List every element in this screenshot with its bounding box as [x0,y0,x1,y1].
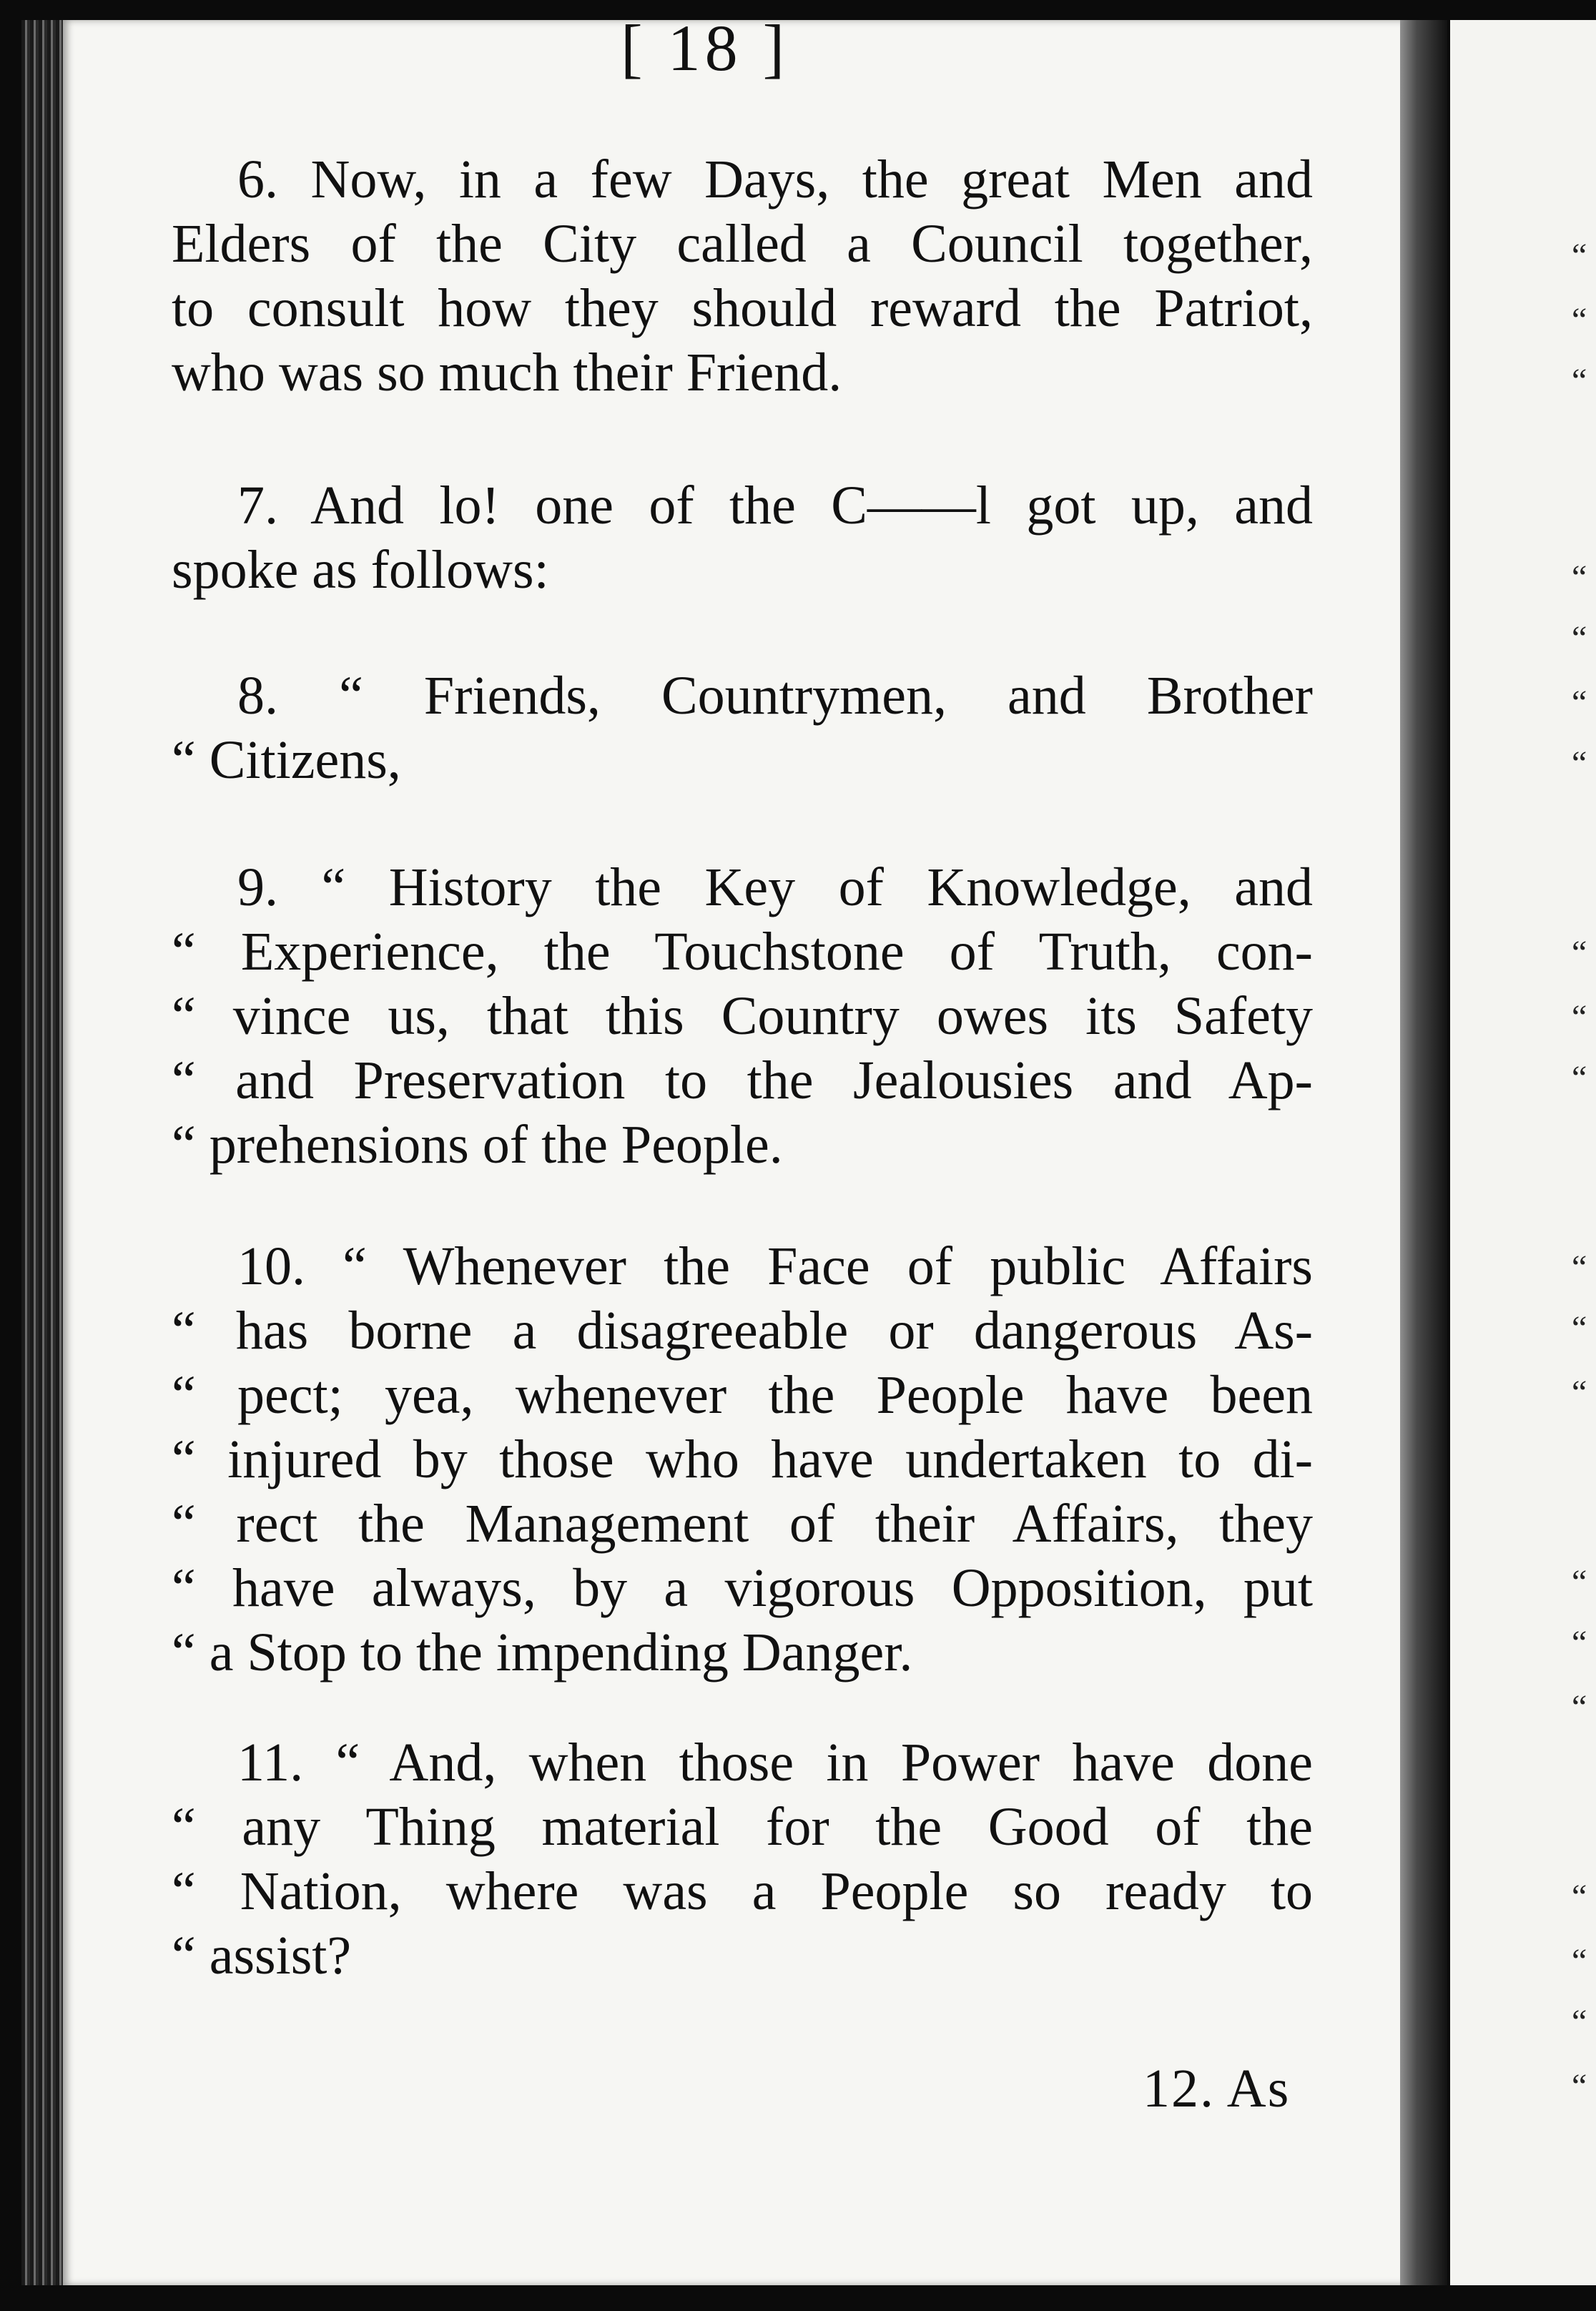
facing-page-quote-mark: “ [1572,1309,1587,1347]
facing-page-quote-mark: “ [1572,684,1587,721]
facing-page-quote-mark: “ [1572,1248,1587,1286]
paragraph-7 [172,473,1313,602]
text-line: who was so much their Friend. [172,343,842,403]
facing-page-quote-mark: “ [1572,362,1587,400]
facing-page-quote-mark: “ [1572,1942,1587,1980]
text-line: Elders of the City called a Council together, [172,214,1313,274]
facing-page-quote-mark: “ [1572,744,1587,782]
text-line: “ assist? [172,1926,352,1986]
text-line: to consult how they should reward the Patriot, [172,278,1313,338]
text-line: “ and Preservation to the Jealousies and Ap- [172,1050,1313,1110]
paragraph-8 [172,664,1313,792]
text-line: “ vince us, that this Country owes its Safety [172,986,1313,1046]
text-line: “ have always, by a vigorous Opposition, put [172,1558,1313,1618]
text-line: 6. Now, in a few Days, the great Men and [237,149,1313,210]
text-line: “ pect; yea, whenever the People have been [172,1365,1313,1425]
text-line: 8. “ Friends, Countrymen, and Brother [237,666,1313,726]
text-line: 11. “ And, when those in Power have done [237,1733,1313,1793]
gutter-shadow [1400,20,1447,2285]
text-line: “ a Stop to the impending Danger. [172,1622,913,1682]
facing-page-quote-mark: “ [1572,998,1587,1036]
text-line: “ has borne a disagreeable or dangerous As- [172,1301,1313,1361]
paragraph-11 [172,1730,1313,1988]
facing-page-quote-mark: “ [1572,558,1587,596]
facing-page-quote-mark: “ [1572,237,1587,275]
text-line: “ injured by those who have undertaken to di- [172,1429,1313,1489]
text-line: spoke as follows: [172,540,549,600]
text-line: “ rect the Management of their Affairs, they [172,1494,1313,1554]
facing-page-quote-mark: “ [1572,1374,1587,1411]
paragraph-6 [172,147,1313,405]
facing-page-quote-mark: “ [1572,934,1587,972]
text-line: 9. “ History the Key of Knowledge, and [237,857,1313,917]
text-line: 10. “ Whenever the Face of public Affairs [237,1236,1313,1296]
facing-page-quote-mark: “ [1572,1059,1587,1097]
facing-page-quote-mark: “ [1572,1878,1587,1916]
text-line: 7. And lo! one of the C——l got up, and [237,475,1313,536]
catchword: 12. As [1143,2059,1291,2119]
paragraph-10 [172,1234,1313,1685]
facing-page-quote-mark: “ [1572,1563,1587,1601]
page-edge-left [21,20,66,2285]
text-line: “ any Thing material for the Good of the [172,1797,1313,1857]
facing-page-quote-mark: “ [1572,1624,1587,1662]
text-line: “ Citizens, [172,730,401,790]
text-line: “ Experience, the Touchstone of Truth, con- [172,922,1313,982]
facing-page-quote-mark: “ [1572,619,1587,657]
facing-page-quote-mark: “ [1572,301,1587,339]
text-line: “ prehensions of the People. [172,1115,783,1175]
page-number: [ 18 ] [621,11,789,84]
paragraph-9 [172,855,1313,1177]
facing-page-quote-mark: “ [1572,1688,1587,1726]
text-line: “ Nation, where was a People so ready to [172,1861,1313,1921]
facing-page-quote-mark: “ [1572,2067,1587,2105]
facing-page-quote-mark: “ [1572,2003,1587,2041]
